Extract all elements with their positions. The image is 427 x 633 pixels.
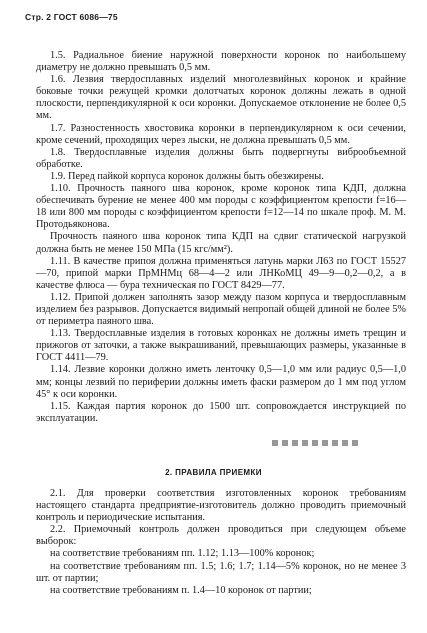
paragraph-1-14: 1.14. Лезвие коронки должно иметь ленточку 0,5—1,0 мм или радиус 0,5—1,0 мм; концы лезвий по периферии должны иметь фаски размером до 1 мм под углом 45° к оси коронки. bbox=[36, 364, 406, 400]
paragraph-1-8: 1.8. Твердосплавные изделия должны быть подвергнуты виброобъемной обработке. bbox=[36, 146, 406, 170]
paragraph-2-2-item-3: на соответствие требованиям п. 1.4—10 коронок от партии; bbox=[50, 584, 312, 596]
page-header: Стр. 2 ГОСТ 6086—75 bbox=[25, 12, 118, 22]
paragraph-2-2-item-2: на соответствие требованиям пп. 1.5; 1.6; 1.7; 1.14—5% коронок, но не менее 3 шт. от партии; bbox=[36, 560, 406, 584]
paragraph-1-15: 1.15. Каждая партия коронок до 1500 шт. сопровождается инструкцией по эксплуатации. bbox=[36, 400, 406, 424]
section-heading: 2. ПРАВИЛА ПРИЕМКИ bbox=[165, 468, 262, 477]
paragraph-2-2: 2.2. Приемочный контроль должен проводиться при следующем объеме выборок: bbox=[36, 524, 406, 548]
paragraph-1-13: 1.13. Твердосплавные изделия в готовых коронках не должны иметь трещин и прижогов от заточки, а также выкрашиваний, превышающих размеры, указанные в ГОСТ 4411—79. bbox=[36, 328, 406, 364]
paragraph-1-5: 1.5. Радиальное биение наружной поверхности коронок по наибольшему диаметру не должно превышать 0,5 мм. bbox=[36, 50, 406, 74]
paragraph-2-1: 2.1. Для проверки соответствия изготовленных коронок требованиям настоящего стандарта предприятие-изготовитель должно проводить приемочный контроль и периодические испытания. bbox=[36, 488, 406, 524]
paragraph-1-12: 1.12. Припой должен заполнять зазор между пазом корпуса и твердосплавным изделием без разрывов. Допускается видимый непропай общей длиной не более 5% от периметра паяного шва. bbox=[36, 291, 406, 328]
requirements-body bbox=[36, 50, 406, 425]
paragraph-1-6: 1.6. Лезвия твердосплавных изделий многолезвийных коронок и крайние боковые точки режущей кромки долотчатых коронок должны лежать в одной плоскости, перпендикулярной к оси коронки. Допускаемое отклонение не более 0,5 мм. bbox=[36, 74, 406, 122]
paragraph-1-10: 1.10. Прочность паяного шва коронок, кроме коронок типа КДП, должна обеспечивать бурение не менее 400 мм породы с коэффициентом крепости f=16—18 или 800 мм породы с коэффициентом крепости f=12—14 по шкале проф. М. М. Протодьяконова. bbox=[36, 183, 406, 231]
paragraph-1-10-kdp: Прочность паяного шва коронок типа КДП на сдвиг статической нагрузкой должна быть не менее 150 МПа (15 кгс/мм²). bbox=[36, 231, 406, 255]
paragraph-1-7: 1.7. Разностенность хвостовика коронки в перпендикулярном к оси сечении, кроме сечений, проходящих через лыски, не должна превышать 0,5 мм. bbox=[36, 122, 406, 146]
paragraph-1-11: 1.11. В качестве припоя должна применяться латунь марки Л63 по ГОСТ 15527—70, припой марки ПрМНМц 68—4—2 или ЛНКоМЦ 49—9—0,2—0,2, а в качестве флюса — бура техническая по ГОСТ 8429—77. bbox=[36, 255, 406, 291]
paragraph-2-2-item-1: на соответствие требованиям пп. 1.12; 1.13—100% коронок; bbox=[50, 548, 315, 560]
scan-smudge bbox=[272, 440, 362, 446]
acceptance-rules-body bbox=[36, 488, 406, 597]
paragraph-1-9: 1.9. Перед пайкой корпуса коронок должны быть обезжирены. bbox=[50, 170, 324, 182]
